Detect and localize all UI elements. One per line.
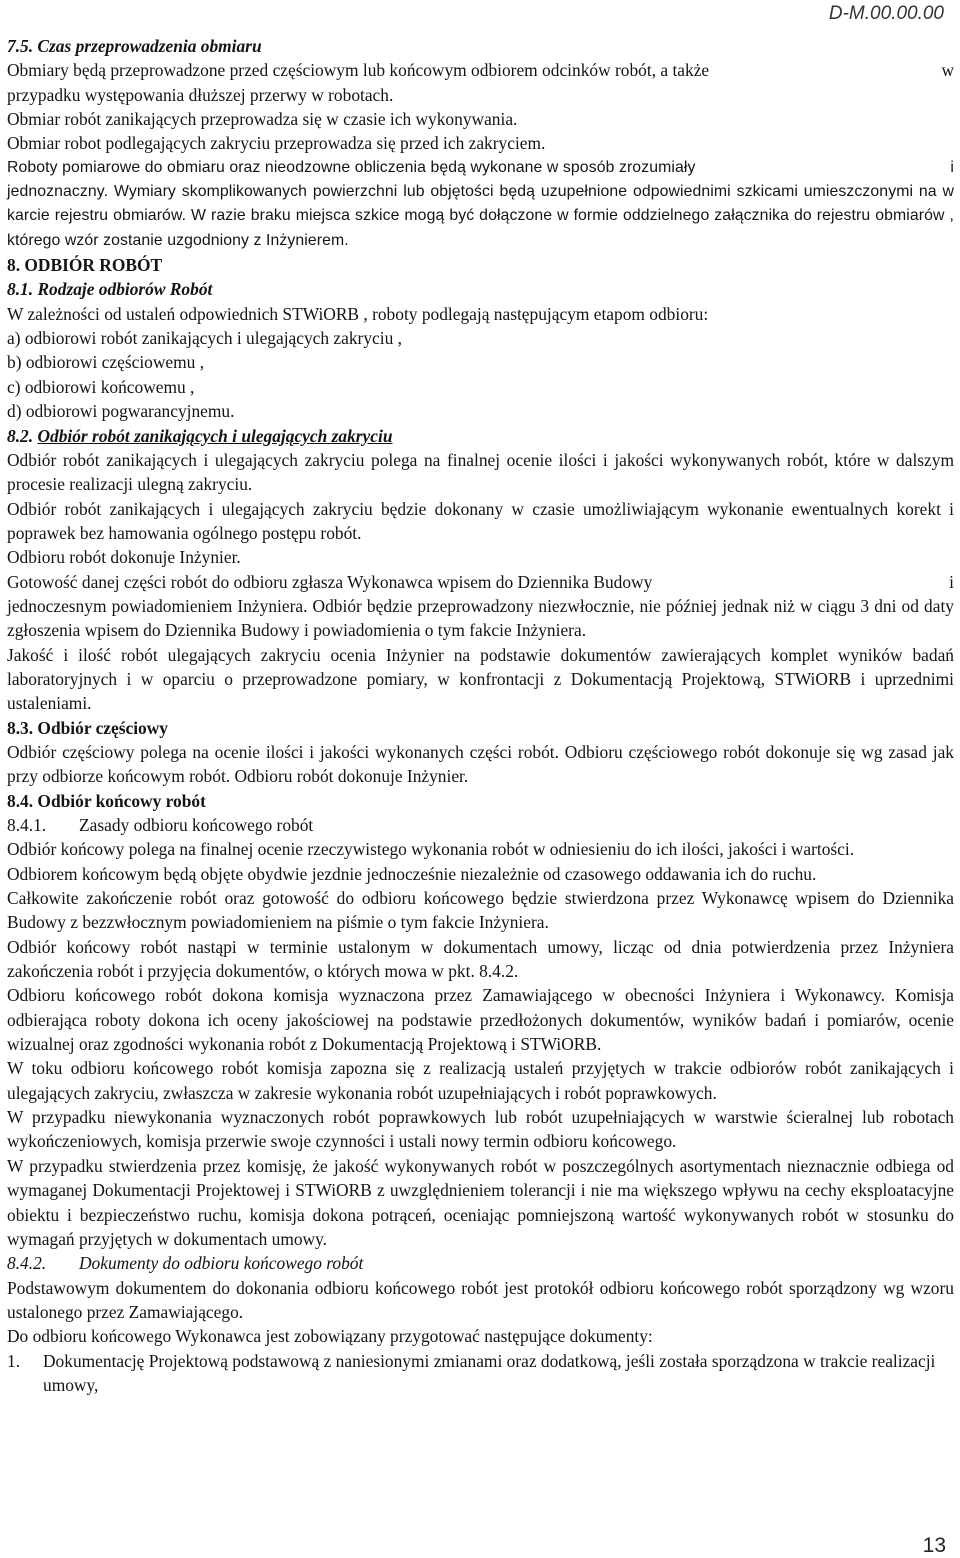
paragraph: W zależności od ustaleń odpowiednich STWiORB , roboty podlegają następującym etapom odbioru:	[7, 303, 709, 324]
paragraph-line	[7, 156, 954, 180]
paragraph: Całkowite zakończenie robót oraz gotowość do odbioru końcowego będzie stwierdzona przez Wykonawcę wpisem do Dziennika Budowy z bezzwłocznym powiadomieniem na piśmie o tym fakcie Inżyniera.	[7, 888, 954, 933]
paragraph-text: Gotowość danej części robót do odbioru zgłasza Wykonawca wpisem do Dziennika Budowy	[7, 571, 653, 592]
paragraph: Odbiór częściowy polega na ocenie ilości i jakości wykonanych części robót. Odbioru częściowego robót dokonuje się wg zasad jak przy odbiorze końcowym robót. Odbioru robót dokonuje Inżynier.	[7, 741, 954, 787]
paragraph-text-end: i	[950, 158, 954, 176]
paragraph: W przypadku niewykonania wyznaczonych robót poprawkowych lub robót uzupełniających w warstwie ścieralnej lub robotach wykończeniowych, komisja przerwie swoje czynności i ustali nowy termin odbioru końcowego.	[7, 1107, 954, 1152]
section-7-5-heading: 7.5. Czas przeprowadzenia obmiaru	[7, 36, 262, 56]
section-8-1-heading	[7, 277, 954, 301]
section-title: Rodzaje odbiorów Robót	[37, 279, 213, 300]
document-body	[7, 34, 954, 1397]
paragraph: Odbiorem końcowym będą objęte obydwie jezdnie jednocześnie niezależnie od czasowego oddawania ich do ruchu.	[7, 863, 817, 884]
paragraph-text-end: w	[941, 60, 954, 81]
list-item: d) odbiorowi pogwarancyjnemu.	[7, 401, 235, 422]
paragraph-line	[7, 58, 954, 82]
paragraph: Odbiór robót zanikających i ulegających zakryciu będzie dokonany w czasie umożliwiającym wykonanie ewentualnych korekt i poprawek bez hamowania ogólnego postępu robót.	[7, 498, 954, 543]
section-number: 8.4.2.	[7, 1253, 47, 1274]
list-item: a) odbiorowi robót zanikających i ulegających zakryciu ,	[7, 328, 402, 349]
page-number: 13	[922, 1534, 946, 1557]
list-item: b) odbiorowi częściowemu ,	[7, 352, 205, 373]
paragraph: jednoznaczny. Wymiary skomplikowanych powierzchni lub objętości będą uzupełnione odpowiednimi szkicami umieszczonymi na w karcie rejestru obmiarów. W razie braku miejsca szkice mogą być dołączone w formie oddzielnego załącznika do rejestru obmiarów , którego wzór zostanie uzgodniony z Inżynierem.	[7, 183, 954, 249]
paragraph: przypadku występowania dłuższej przerwy w robotach.	[7, 84, 394, 105]
paragraph-line	[7, 570, 954, 594]
paragraph: Odbioru robót dokonuje Inżynier.	[7, 547, 241, 568]
section-8-4-heading: 8.4. Odbiór końcowy robót	[7, 790, 206, 811]
paragraph: Do odbioru końcowego Wykonawca jest zobowiązany przygotować następujące dokumenty:	[7, 1326, 653, 1347]
paragraph: Odbiór końcowy polega na finalnej ocenie rzeczywistego wykonania robót w odniesieniu do ich ilości, jakości i wartości.	[7, 839, 855, 860]
section-title: Dokumenty do odbioru końcowego robót	[79, 1253, 364, 1274]
section-8-2-heading	[7, 424, 954, 448]
section-8-3-heading: 8.3. Odbiór częściowy	[7, 717, 169, 738]
section-number: 8.4.1.	[7, 815, 47, 835]
paragraph: Podstawowym dokumentem do dokonania odbioru końcowego robót jest protokół odbioru końcowego robót sporządzony wg wzoru ustalonego przez Zamawiającego.	[7, 1277, 954, 1322]
section-number: 8.2.	[7, 425, 34, 446]
paragraph-text: Roboty pomiarowe do obmiaru oraz nieodzowne obliczenia będą wykonane w sposób zrozumiały	[7, 158, 696, 176]
paragraph: jednoczesnym powiadomieniem Inżyniera. Odbiór będzie przeprowadzony niezwłocznie, nie później jednak niż w ciągu 3 dni od daty zgłoszenia wpisem do Dziennika Budowy i powiadomienia o tym fakcie Inżyniera.	[7, 595, 954, 641]
paragraph: Odbioru końcowego robót dokona komisja wyznaczona przez Zamawiającego w obecności Inżyniera i Wykonawcy. Komisja odbierająca roboty dokona ich oceny jakościowej na podstawie przedłożonych dokumentów, wyników badań i pomiarów, ocenie wizualnej oraz zgodności wykonania robót z Dokumentacją Projektową i STWiORB.	[7, 985, 954, 1055]
paragraph: W toku odbioru końcowego robót komisja zapozna się z realizacją ustaleń przyjętych w trakcie odbiorów robót zanikających i ulegających zakryciu, zwłaszcza w zakresie wykonania robót uzupełniających i robót poprawkowych.	[7, 1058, 954, 1103]
paragraph-text: Obmiary będą przeprowadzone przed częściowym lub końcowym odbiorem odcinków robót, a także	[7, 60, 710, 81]
numbered-list-item	[7, 1349, 954, 1398]
section-title: Zasady odbioru końcowego robót	[79, 815, 314, 835]
list-number: 1.	[7, 1350, 21, 1371]
list-text: Dokumentację Projektową podstawową z naniesionymi zmianami oraz dodatkową, jeśli została sporządzona w trakcie realizacji umowy,	[43, 1350, 936, 1395]
section-8-heading: 8. ODBIÓR ROBÓT	[7, 255, 163, 276]
paragraph: Odbiór robót zanikających i ulegających zakryciu polega na finalnej ocenie ilości i jakości wykonywanych robót, które w dalszym procesie realizacji ulegną zakryciu.	[7, 449, 954, 495]
list-item: c) odbiorowi końcowemu ,	[7, 376, 195, 397]
paragraph: Jakość i ilość robót ulegających zakryciu ocenia Inżynier na podstawie dokumentów zawierających komplet wyników badań laboratoryjnych i w oparciu o przeprowadzone pomiary, w konfrontacji z Dokumentacją Projektową, STWiORB i uprzednimi ustaleniami.	[7, 644, 954, 714]
section-number: 8.1.	[7, 279, 34, 300]
document-code: D-M.00.00.00	[828, 3, 944, 24]
paragraph: Obmiar robot podlegających zakryciu przeprowadza się przed ich zakryciem.	[7, 133, 546, 154]
paragraph: W przypadku stwierdzenia przez komisję, że jakość wykonywanych robót w poszczególnych asortymentach nieznacznie odbiega od wymaganej Dokumentacji Projektowej i STWiORB z uwzględnieniem tolerancji i nie ma większego wpływu na cechy eksploatacyjne obiektu i bezpieczeństwo ruchu, komisja dokona potrąceń, oceniając pomniejszoną wartość wykonywanych robót w stosunku do wymagań przyjętych w dokumentach umowy.	[7, 1155, 954, 1249]
section-title: Odbiór robót zanikających i ulegających zakryciu	[37, 425, 393, 446]
paragraph-text-end: i	[949, 571, 954, 592]
section-8-4-1-heading	[7, 813, 954, 837]
paragraph: Obmiar robót zanikających przeprowadza się w czasie ich wykonywania.	[7, 109, 518, 130]
paragraph: Odbiór końcowy robót nastąpi w terminie ustalonym w dokumentach umowy, licząc od dnia potwierdzenia przez Inżyniera zakończenia robót i przyjęcia dokumentów, o których mowa w pkt. 8.4.2.	[7, 936, 954, 982]
section-8-4-2-heading	[7, 1251, 954, 1275]
